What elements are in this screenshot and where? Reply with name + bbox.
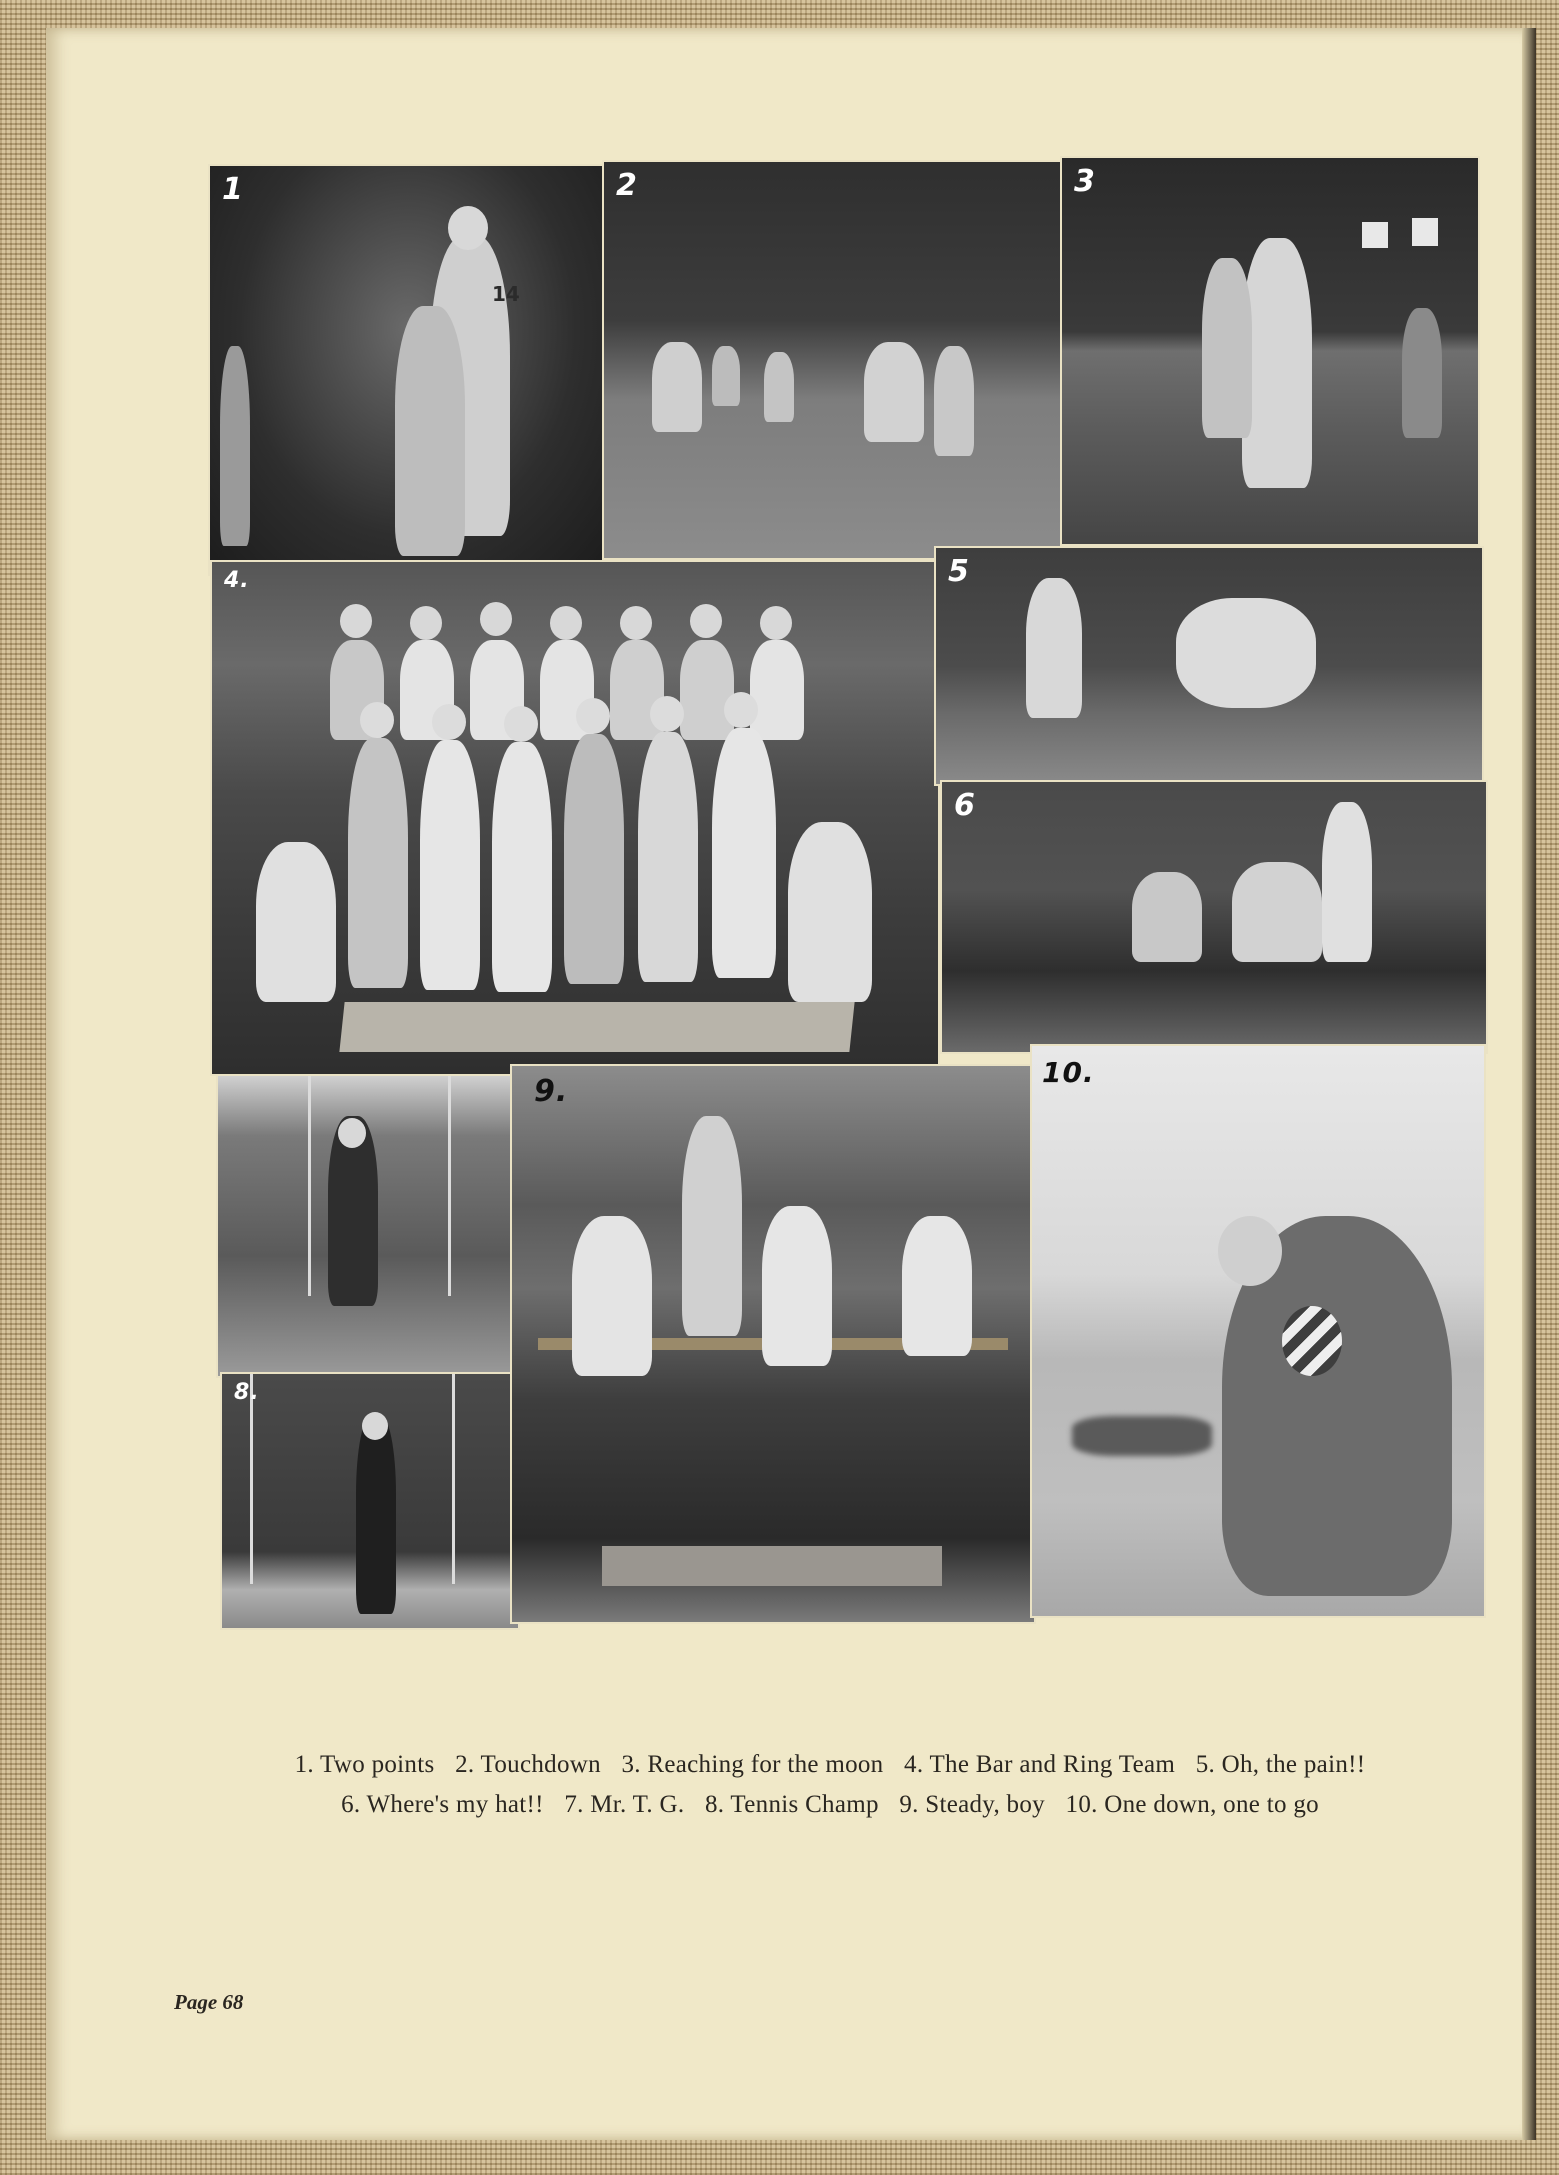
caption-item: 9. Steady, boy: [899, 1791, 1045, 1818]
photo-3-reaching: [1060, 156, 1480, 546]
caption-item: 7. Mr. T. G.: [564, 1791, 685, 1818]
photo-number: 2: [616, 168, 638, 203]
caption-line-2: [160, 1785, 1500, 1825]
caption-line-1: [160, 1745, 1500, 1785]
photo-6-wrestling: [940, 780, 1488, 1054]
photo-number: 1: [222, 172, 244, 207]
caption-item: 6. Where's my hat!!: [341, 1791, 544, 1818]
caption-item: 1. Two points: [294, 1751, 435, 1778]
photo-1-basketball: [208, 164, 608, 576]
photo-4-team: [210, 560, 940, 1076]
photo-number: 3: [1074, 164, 1096, 199]
caption-item: 10. One down, one to go: [1065, 1791, 1319, 1818]
caption-item: 8. Tennis Champ: [704, 1791, 879, 1818]
photo-5-wrestling: [934, 546, 1484, 786]
photo-2-touchdown: [602, 160, 1066, 560]
page-number: Page 68: [174, 1990, 244, 2014]
photo-number: 9.: [534, 1074, 569, 1109]
photo-8-tennis: [220, 1372, 520, 1630]
photo-10-runner: [1030, 1044, 1486, 1618]
caption-item: 3. Reaching for the moon: [621, 1751, 884, 1778]
photo-number: 6: [954, 788, 976, 823]
page-edge: [1522, 28, 1536, 2140]
photo-number: 10.: [1042, 1056, 1095, 1089]
jersey-number: 14: [492, 282, 520, 306]
photo-tennis-top: [216, 1074, 514, 1378]
caption-item: 4. The Bar and Ring Team: [904, 1751, 1176, 1778]
photo-number: 5: [948, 554, 970, 589]
photo-number: 8.: [234, 1380, 260, 1405]
photo-captions: [160, 1745, 1500, 1825]
photo-9-bars: [510, 1064, 1036, 1624]
caption-item: 5. Oh, the pain!!: [1195, 1751, 1366, 1778]
photo-number: 4.: [224, 568, 250, 593]
caption-item: 2. Touchdown: [455, 1751, 601, 1778]
